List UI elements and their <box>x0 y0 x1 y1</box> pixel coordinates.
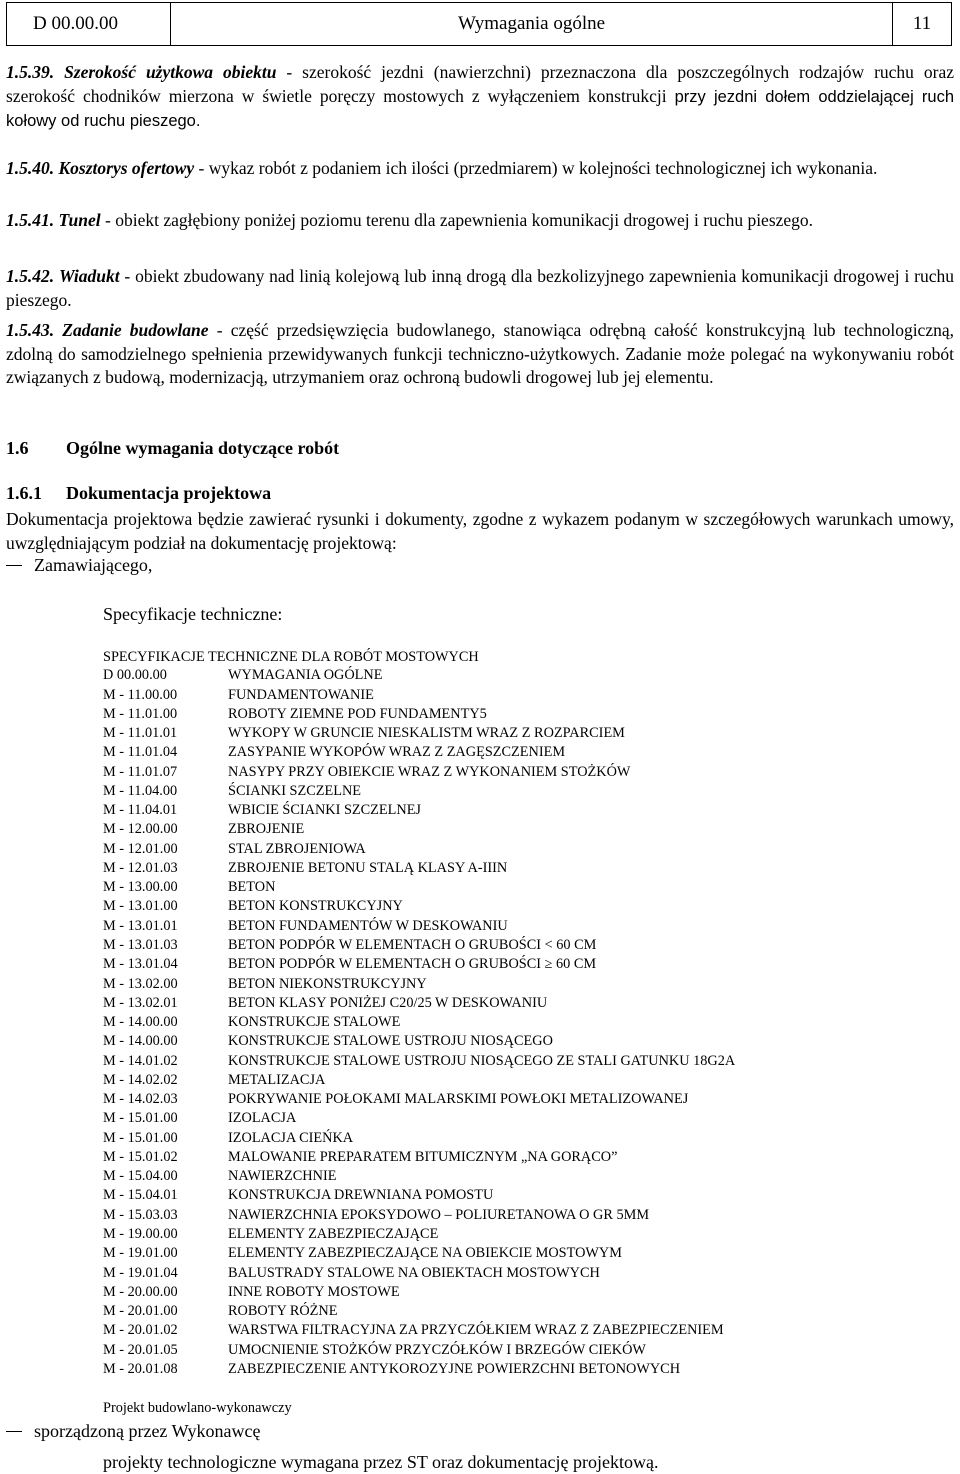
spec-row-code: M - 15.03.03 <box>103 1206 178 1223</box>
definition-term: Zadanie budowlane <box>62 320 209 340</box>
spec-row <box>103 1244 735 1263</box>
definition-text: - część przedsięwzięcia budowlanego, stanowiąca odrębną całość konstrukcyjną lub technologiczną, zdolną do samodzielnego spełnienia przewidywanych funkcji techniczno-użytkowych. Zadanie może polegać na wykonywaniu robót związanych z budową, modernizacją, utrzymaniem oraz ochroną budowli drogowej lub jej elementu. <box>6 320 954 387</box>
spec-row-name: WYMAGANIA OGÓLNE <box>228 667 383 684</box>
spec-row-code: M - 11.04.00 <box>103 782 178 799</box>
spec-row-name: WARSTWA FILTRACYJNA ZA PRZYCZÓŁKIEM WRAZ Z ZABEZPIECZENIEM <box>228 1322 724 1339</box>
spec-row <box>103 1341 735 1360</box>
definition-number: 1.5.42. <box>6 266 55 286</box>
spec-code: D 00.00.00 <box>7 3 171 45</box>
spec-row <box>103 801 735 820</box>
spec-row-code: M - 13.01.00 <box>103 898 178 915</box>
spec-row <box>103 1148 735 1167</box>
spec-row <box>103 917 735 936</box>
definition-1-5-42 <box>6 265 954 312</box>
spec-row-name: NAWIERZCHNIE <box>228 1168 337 1185</box>
spec-title: Wymagania ogólne <box>171 3 893 45</box>
spec-row-code: D 00.00.00 <box>103 667 167 684</box>
project-type-note: Projekt budowlano-wykonawczy <box>103 1400 292 1416</box>
definition-number: 1.5.43. <box>6 320 55 340</box>
spec-row <box>103 1071 735 1090</box>
spec-row <box>103 1302 735 1321</box>
spec-row-code: M - 15.04.00 <box>103 1168 178 1185</box>
spec-row-name: BALUSTRADY STALOWE NA OBIEKTACH MOSTOWYCH <box>228 1264 600 1281</box>
spec-row <box>103 1283 735 1302</box>
definition-text: - szerokość jezdni (nawierzchni) przeznaczona dla poszczególnych rodzajów ruchu oraz szerokość chodników mierzona w świetle poręczy mostowych z wyłączeniem konstrukcji <box>6 62 954 106</box>
spec-row-code: M - 20.01.00 <box>103 1303 178 1320</box>
spec-row-name: BETON FUNDAMENTÓW W DESKOWANIU <box>228 917 508 934</box>
spec-row-name: IZOLACJA <box>228 1110 297 1127</box>
spec-row <box>103 994 735 1013</box>
spec-row-code: M - 13.01.01 <box>103 917 178 934</box>
spec-row <box>103 975 735 994</box>
spec-row-code: M - 15.01.02 <box>103 1148 178 1165</box>
definition-1-5-41 <box>6 209 954 233</box>
spec-row-name: KONSTRUKCJE STALOWE USTROJU NIOSĄCEGO <box>228 1033 553 1050</box>
definition-number: 1.5.40. <box>6 158 55 178</box>
spec-row <box>103 724 735 743</box>
spec-row-code: M - 11.01.00 <box>103 705 178 722</box>
spec-row <box>103 820 735 839</box>
spec-row-name: STAL ZBROJENIOWA <box>228 840 366 857</box>
section-heading-1-6: 1.6 Ogólne wymagania dotyczące robót <box>6 438 340 458</box>
spec-row <box>103 666 735 685</box>
spec-row <box>103 1032 735 1051</box>
spec-row-name: BETON NIEKONSTRUKCYJNY <box>228 975 427 992</box>
definition-1-5-39 <box>6 61 954 134</box>
technological-projects-line: projekty technologiczne wymagana przez ST oraz dokumentację projektową. <box>103 1452 659 1472</box>
spec-row-code: M - 13.02.01 <box>103 994 178 1011</box>
spec-row-name: ŚCIANKI SZCZELNE <box>228 782 362 799</box>
spec-row-code: M - 11.01.01 <box>103 725 178 742</box>
spec-row-code: M - 19.01.04 <box>103 1264 178 1281</box>
spec-row-code: M - 19.00.00 <box>103 1226 178 1242</box>
spec-row-code: M - 20.00.00 <box>103 1283 178 1300</box>
spec-row-code: M - 11.01.04 <box>103 744 178 761</box>
spec-row-code: M - 13.02.00 <box>103 975 178 992</box>
page-header <box>6 2 952 46</box>
spec-row-name: POKRYWANIE POŁOKAMI MALARSKIMI POWŁOKI METALIZOWANEJ <box>228 1091 689 1108</box>
spec-row <box>103 1129 735 1148</box>
spec-row-code: M - 11.04.01 <box>103 802 178 819</box>
specifications-list-title: SPECYFIKACJE TECHNICZNE DLA ROBÓT MOSTOWYCH <box>103 649 479 665</box>
spec-row <box>103 1225 735 1244</box>
definition-1-5-43 <box>6 319 954 390</box>
spec-row-code: M - 13.01.03 <box>103 937 178 954</box>
spec-row <box>103 936 735 955</box>
definition-term: Tunel <box>58 210 101 230</box>
spec-row <box>103 1013 735 1032</box>
spec-row <box>103 897 735 916</box>
definition-text: - obiekt zagłębiony poniżej poziomu terenu dla zapewnienia komunikacji drogowej i ruchu pieszego. <box>100 210 814 230</box>
spec-row-name: BETON KONSTRUKCYJNY <box>228 898 403 915</box>
dash-bullet-icon <box>6 565 22 566</box>
spec-row <box>103 859 735 878</box>
spec-row-code: M - 15.01.00 <box>103 1129 178 1146</box>
section-heading-1-6-1: 1.6.1 Dokumentacja projektowa <box>6 483 272 503</box>
spec-row-code: M - 12.01.03 <box>103 859 178 876</box>
spec-row-name: METALIZACJA <box>228 1071 326 1088</box>
spec-row-name: WBICIE ŚCIANKI SZCZELNEJ <box>228 802 421 819</box>
list-item-zamawiajacego: Zamawiającego, <box>6 555 152 576</box>
page-number: 11 <box>912 13 932 34</box>
spec-row <box>103 1090 735 1109</box>
spec-row-code: M - 12.01.00 <box>103 840 178 857</box>
spec-row <box>103 1052 735 1071</box>
spec-row-code: M - 20.01.08 <box>103 1360 178 1377</box>
spec-row <box>103 1186 735 1205</box>
spec-row-name: ZBROJENIE BETONU STALĄ KLASY A-IIIN <box>228 859 508 876</box>
spec-row-name: BETON PODPÓR W ELEMENTACH O GRUBOŚCI < 60 CM <box>228 937 597 954</box>
spec-row-name: MALOWANIE PREPARATEM BITUMICZNYM „NA GORĄCO” <box>228 1148 618 1165</box>
spec-row-name: ZASYPANIE WYKOPÓW WRAZ Z ZAGĘSZCZENIEM <box>228 744 566 761</box>
spec-row-code: M - 11.01.07 <box>103 763 178 780</box>
definition-term: Wiadukt <box>58 266 120 286</box>
spec-row <box>103 878 735 897</box>
spec-row-code: M - 19.01.00 <box>103 1245 178 1262</box>
spec-row-code: M - 14.02.03 <box>103 1091 178 1108</box>
spec-row <box>103 705 735 724</box>
spec-row-name: BETON <box>228 879 276 896</box>
specifications-label: Specyfikacje techniczne: <box>103 604 283 624</box>
definition-text: - wykaz robót z podaniem ich ilości (przedmiarem) w kolejności technologicznej ich wykonania. <box>194 158 878 178</box>
spec-row-name: ELEMENTY ZABEZPIECZAJĄCE <box>228 1226 439 1242</box>
spec-row-code: M - 14.00.00 <box>103 1014 178 1031</box>
spec-row-name: FUNDAMENTOWANIE <box>228 686 374 703</box>
definition-term: Kosztorys ofertowy <box>58 158 195 178</box>
spec-row-code: M - 13.01.04 <box>103 956 178 973</box>
spec-row-name: KONSTRUKCJA DREWNIANA POMOSTU <box>228 1187 494 1204</box>
spec-row-code: M - 15.04.01 <box>103 1187 178 1204</box>
definition-number: 1.5.41. <box>6 210 55 230</box>
spec-row-name: KONSTRUKCJE STALOWE <box>228 1014 401 1031</box>
spec-row-name: INNE ROBOTY MOSTOWE <box>228 1283 400 1300</box>
spec-row-name: BETON PODPÓR W ELEMENTACH O GRUBOŚCI ≥ 60 CM <box>228 956 597 973</box>
spec-row <box>103 1167 735 1186</box>
spec-row-code: M - 15.01.00 <box>103 1110 178 1127</box>
spec-row-name: ZBROJENIE <box>228 821 305 838</box>
spec-row-name: IZOLACJA CIEŃKA <box>228 1129 354 1146</box>
documentation-paragraph: Dokumentacja projektowa będzie zawierać rysunki i dokumenty, zgodne z wykazem podanym w szczegółowych warunkach umowy, uwzględniającym podział na dokumentację projektową: <box>6 509 954 553</box>
spec-row-name: KONSTRUKCJE STALOWE USTROJU NIOSĄCEGO ZE STALI GATUNKU 18G2A <box>228 1052 736 1069</box>
spec-row <box>103 763 735 782</box>
spec-row-name: BETON KLASY PONIŻEJ C20/25 W DESKOWANIU <box>228 994 548 1011</box>
spec-row <box>103 782 735 801</box>
definition-number: 1.5.39. <box>6 62 55 82</box>
spec-row-code: M - 14.00.00 <box>103 1033 178 1050</box>
spec-row-name: NAWIERZCHNIA EPOKSYDOWO – POLIURETANOWA O GR 5MM <box>228 1206 650 1223</box>
definition-1-5-40 <box>6 157 954 181</box>
spec-row <box>103 1321 735 1340</box>
spec-row-name: WYKOPY W GRUNCIE NIESKALISTM WRAZ Z ROZPARCIEM <box>228 725 625 742</box>
spec-row-code: M - 13.00.00 <box>103 879 178 896</box>
spec-row-code: M - 11.00.00 <box>103 686 178 703</box>
dash-bullet-icon <box>6 1431 22 1432</box>
spec-row-code: M - 14.02.02 <box>103 1071 178 1088</box>
spec-row-name: ELEMENTY ZABEZPIECZAJĄCE NA OBIEKCIE MOSTOWYM <box>228 1245 622 1262</box>
spec-row <box>103 1109 735 1128</box>
spec-row-name: ZABEZPIECZENIE ANTYKOROZYJNE POWIERZCHNI BETONOWYCH <box>228 1360 681 1377</box>
spec-row <box>103 686 735 705</box>
spec-row <box>103 840 735 859</box>
list-item-wykonawca: sporządzoną przez Wykonawcę <box>6 1421 260 1442</box>
spec-row-code: M - 20.01.02 <box>103 1322 178 1339</box>
spec-row <box>103 743 735 762</box>
specifications-list <box>103 648 735 1379</box>
definition-text: - obiekt zbudowany nad linią kolejową lub inną drogą dla bezkolizyjnego zapewnienia komunikacji drogowej i ruchu pieszego. <box>6 266 955 310</box>
spec-row-name: ROBOTY RÓŻNE <box>228 1303 338 1320</box>
spec-row-code: M - 14.01.02 <box>103 1052 178 1069</box>
definition-term: Szerokość użytkowa obiektu <box>64 62 277 82</box>
spec-row-code: M - 20.01.05 <box>103 1341 178 1358</box>
spec-row-name: ROBOTY ZIEMNE POD FUNDAMENTY5 <box>228 705 487 722</box>
spec-row <box>103 955 735 974</box>
spec-row-name: NASYPY PRZY OBIEKCIE WRAZ Z WYKONANIEM STOŻKÓW <box>228 763 631 780</box>
spec-row <box>103 1360 735 1379</box>
spec-row-code: M - 12.00.00 <box>103 821 178 838</box>
spec-row-name: UMOCNIENIE STOŻKÓW PRZYCZÓŁKÓW I BRZEGÓW CIEKÓW <box>228 1341 646 1358</box>
spec-row <box>103 1264 735 1283</box>
definition-text-cont: przy jezdni dołem oddzielającej ruch kołowy od ruchu pieszego. <box>6 87 955 130</box>
spec-row <box>103 1206 735 1225</box>
